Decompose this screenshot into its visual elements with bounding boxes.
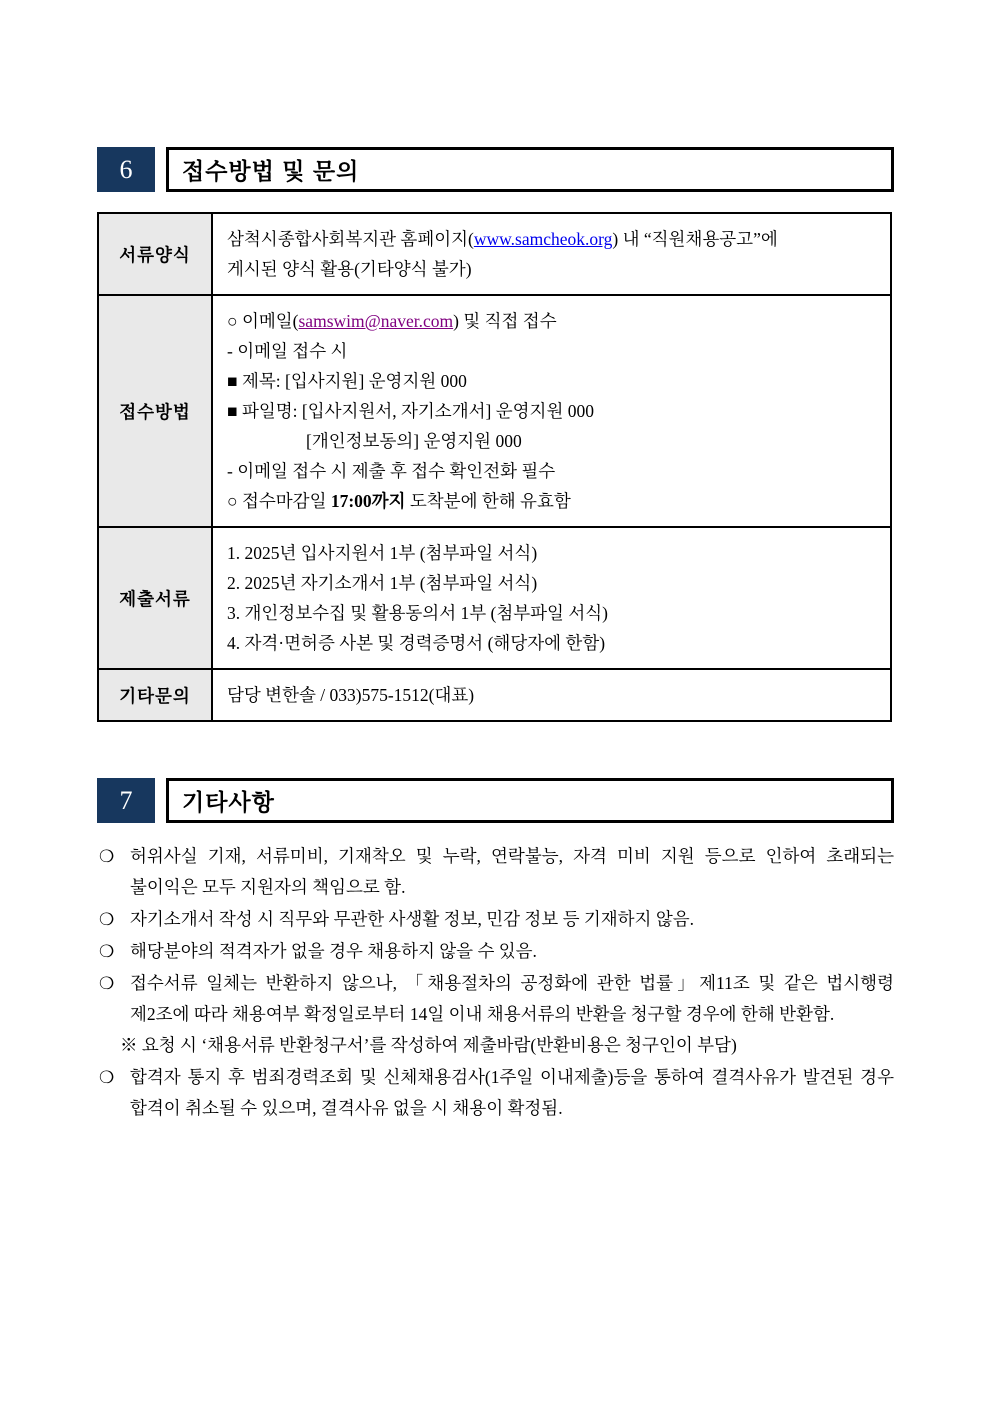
note-item (99, 1062, 894, 1124)
deadline-time: 17:00까지 (330, 491, 406, 511)
row-content-application-method (212, 295, 891, 527)
samcheok-website-link[interactable]: www.samcheok.org (473, 229, 613, 249)
row-label-application-method: 접수방법 (98, 295, 212, 527)
table-row-document-format (98, 213, 891, 295)
required-document-item: 1. 2025년 입사지원서 1부 (첨부파일 서식) (227, 543, 538, 563)
circle-bullet-icon: ❍ (99, 847, 115, 866)
row-label-required-documents: 제출서류 (98, 527, 212, 669)
row-content-document-format (212, 213, 891, 295)
note-text: 자기소개서 작성 시 직무와 무관한 사생활 정보, 민감 정보 등 기재하지 않음. (130, 909, 695, 929)
circle-bullet-icon: ❍ (99, 1068, 115, 1087)
note-text: 허위사실 기재, 서류미비, 기재착오 및 누락, 연락불능, 자격 미비 지원 등으로 인하여 초래되는 불이익은 모두 지원자의 책임으로 함. (130, 846, 894, 897)
note-text: 합격자 통지 후 범죄경력조회 및 신체채용검사(1주일 이내제출)등을 통하여 결격사유가 발견된 경우 합격이 취소될 수 있으며, 결격사유 없을 시 채용이 확정됨. (130, 1067, 894, 1118)
note-item (99, 968, 894, 1061)
text-line: ■ 파일명: [입사지원서, 자기소개서] 운영지원 000 (227, 401, 594, 421)
section-7-header (97, 778, 894, 823)
section-6-number-badge: 6 (97, 147, 155, 192)
text-segment: 삼척시종합사회복지관 홈페이지( (227, 229, 474, 249)
document-page (97, 147, 894, 1125)
required-document-item: 3. 개인정보수집 및 활용동의서 1부 (첨부파일 서식) (227, 603, 608, 623)
text-line (227, 486, 876, 516)
circle-bullet-icon: ❍ (99, 974, 115, 993)
text-line: [개인정보동의] 운영지원 000 (306, 431, 522, 451)
text-segment: 도착분에 한해 유효함 (405, 491, 571, 511)
section-7-number-badge: 7 (97, 778, 155, 823)
text-line: - 이메일 접수 시 제출 후 접수 확인전화 필수 (227, 461, 556, 481)
table-row-required-documents (98, 527, 891, 669)
section-6-title: 접수방법 및 문의 (166, 147, 894, 192)
row-content-required-documents (212, 527, 891, 669)
table-row-other-inquiries (98, 669, 891, 721)
text-line: - 이메일 접수 시 (227, 341, 348, 361)
text-line: 게시된 양식 활용(기타양식 불가) (227, 259, 472, 279)
text-segment: ○ 접수마감일 (227, 491, 331, 511)
section-6-header (97, 147, 894, 192)
application-info-table (97, 212, 892, 722)
other-notes-list (99, 841, 894, 1124)
note-sub-remark: ※ 요청 시 ‘채용서류 반환청구서’를 작성하여 제출바람(반환비용은 청구인이 부담) (120, 1035, 737, 1055)
contact-info: 담당 변한솔 / 033)575-1512(대표) (227, 685, 475, 705)
text-line (227, 224, 876, 254)
text-segment: ) 및 직접 접수 (453, 311, 557, 331)
row-content-other-inquiries (212, 669, 891, 721)
text-segment: ○ 이메일( (227, 311, 299, 331)
note-item (99, 841, 894, 903)
circle-bullet-icon: ❍ (99, 942, 115, 961)
row-label-document-format: 서류양식 (98, 213, 212, 295)
required-document-item: 2. 2025년 자기소개서 1부 (첨부파일 서식) (227, 573, 538, 593)
table-row-application-method (98, 295, 891, 527)
application-email-link[interactable]: samswim@naver.com (298, 311, 454, 331)
note-item (99, 936, 894, 967)
section-7-title: 기타사항 (166, 778, 894, 823)
note-text: 접수서류 일체는 반환하지 않으나, 「채용절차의 공정화에 관한 법률」제11조 및 같은 법시행령 제2조에 따라 채용여부 확정일로부터 14일 이내 채용서류의 반환을 청구할 경우에 한해 반환함. (130, 973, 894, 1024)
text-line (227, 306, 876, 336)
required-document-item: 4. 자격·면허증 사본 및 경력증명서 (해당자에 한함) (227, 633, 606, 653)
text-segment: ) 내 “직원채용공고”에 (612, 229, 778, 249)
note-text: 해당분야의 적격자가 없을 경우 채용하지 않을 수 있음. (130, 941, 537, 961)
section-gap (97, 722, 894, 778)
note-item (99, 904, 894, 935)
row-label-other-inquiries: 기타문의 (98, 669, 212, 721)
text-line: ■ 제목: [입사지원] 운영지원 000 (227, 371, 467, 391)
circle-bullet-icon: ❍ (99, 910, 115, 929)
